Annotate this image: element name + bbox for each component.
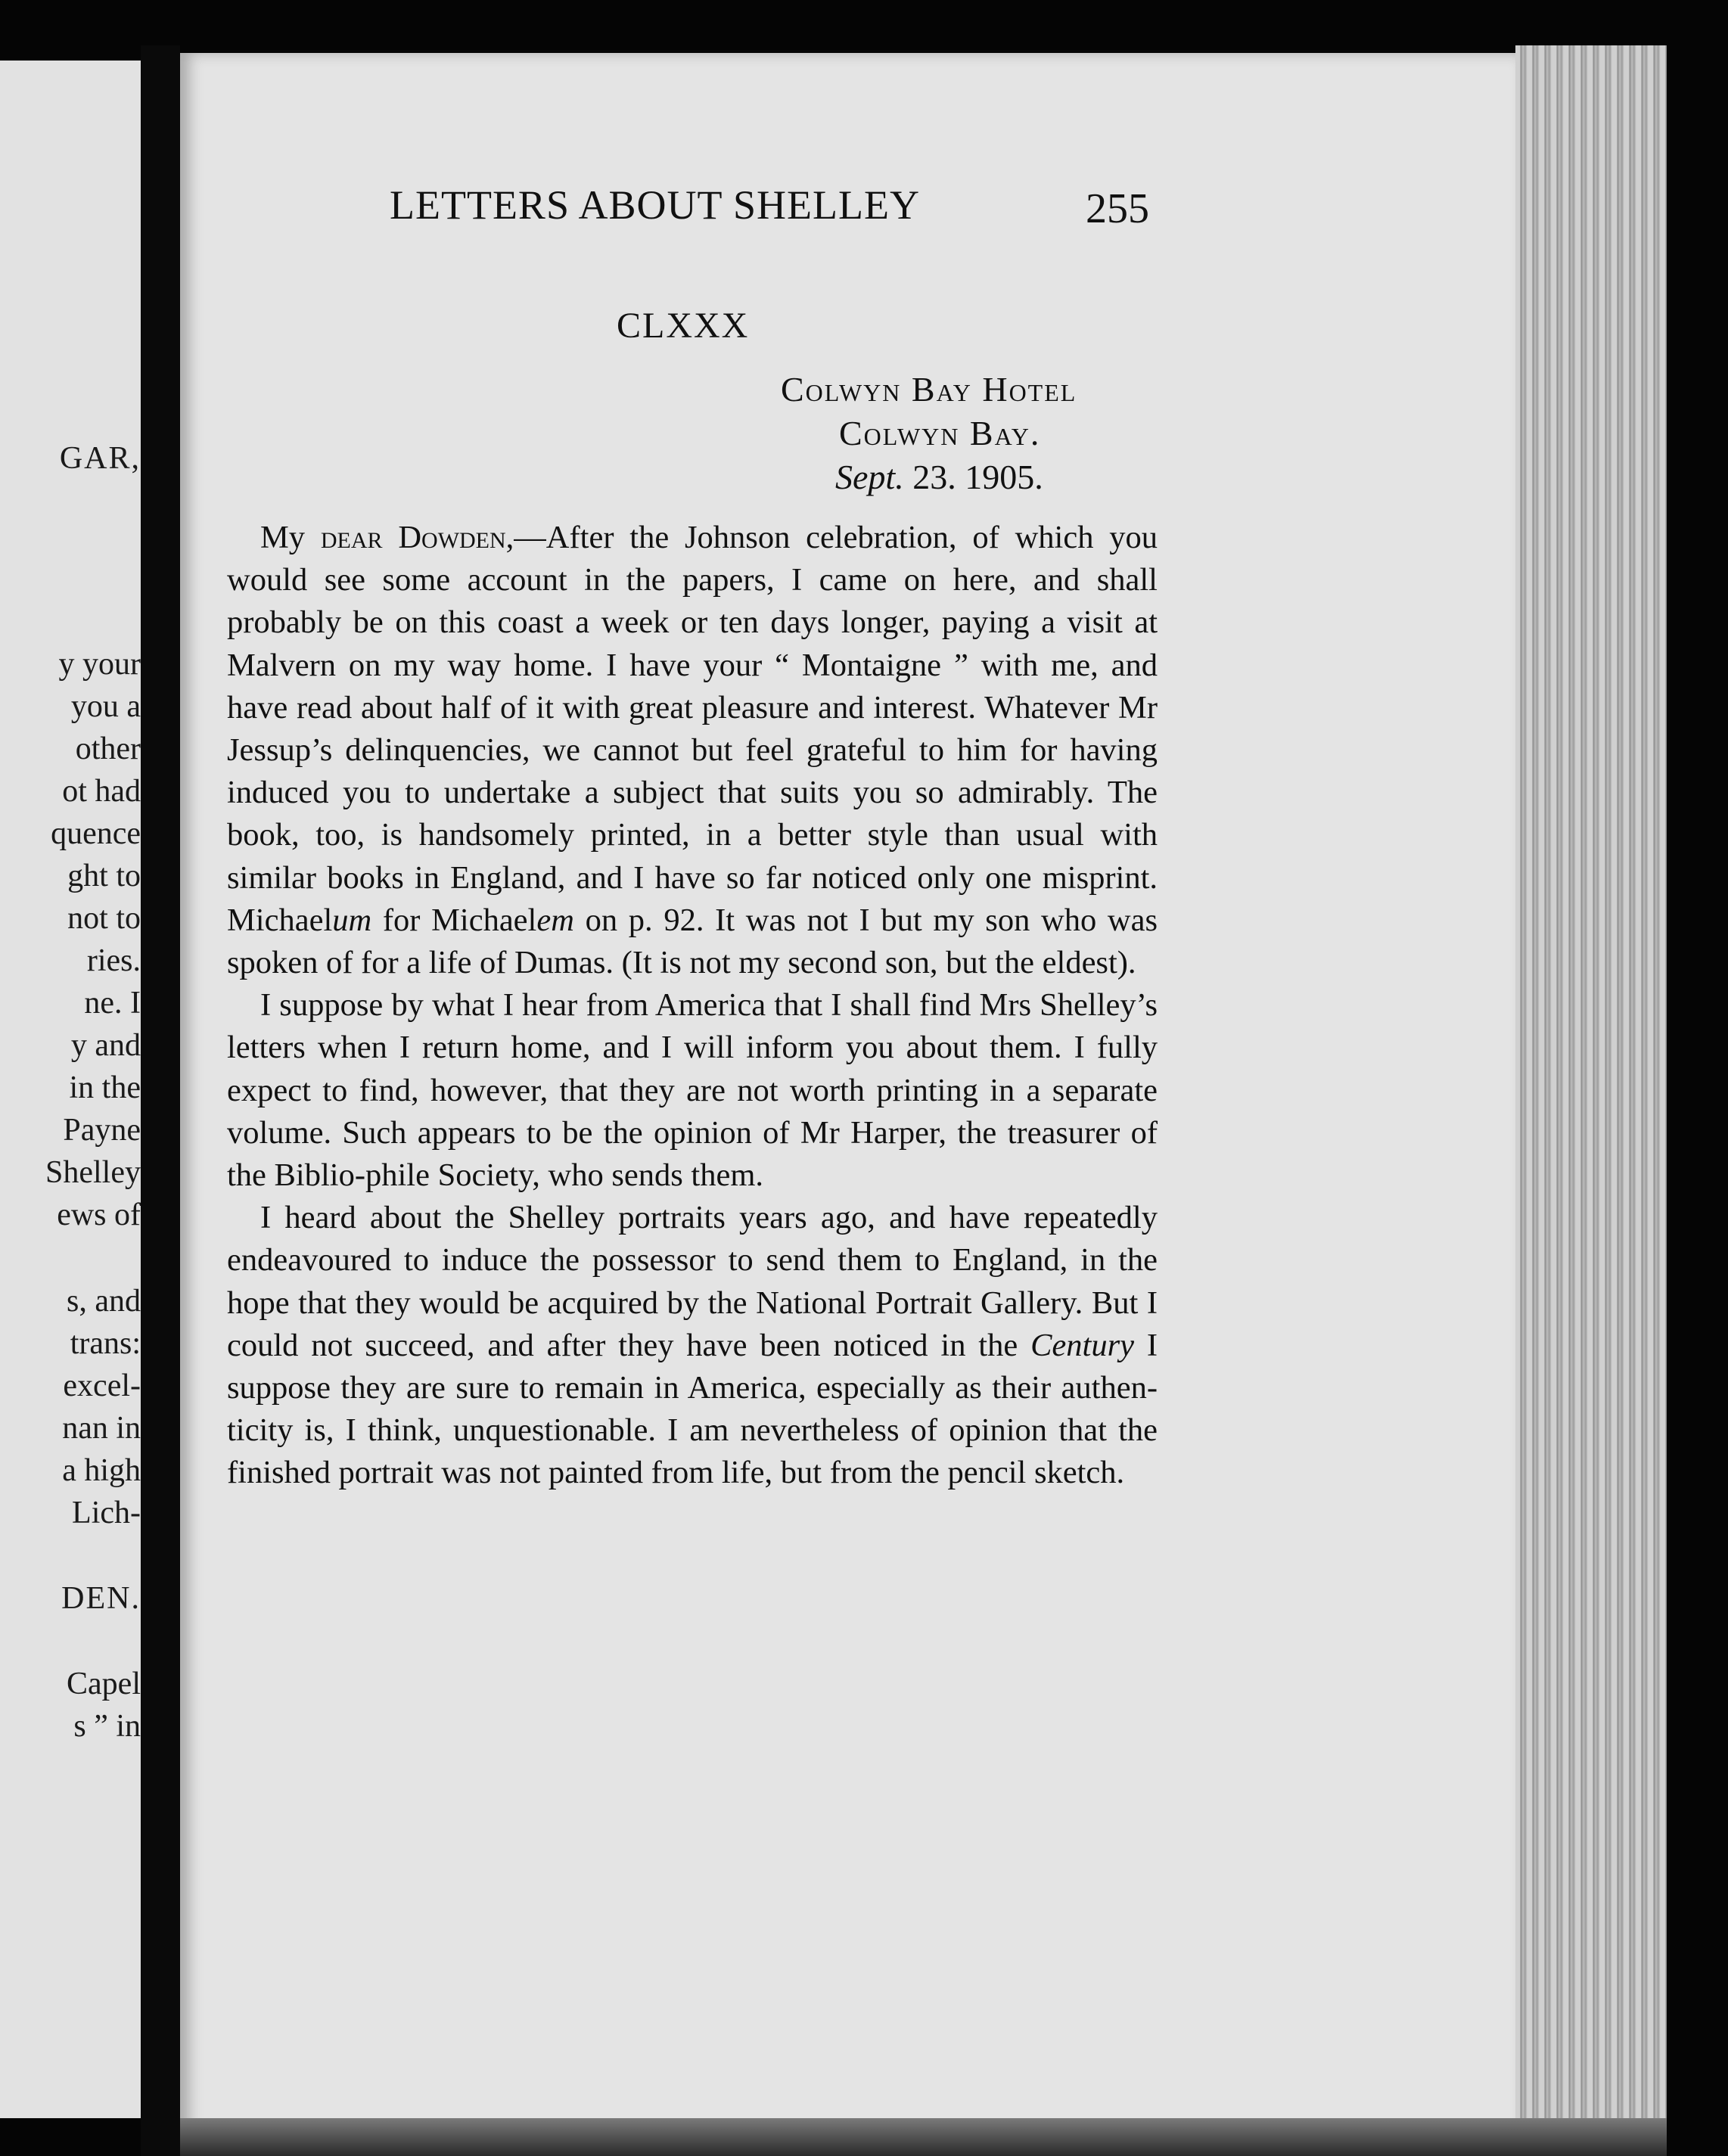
- letter-number: CLXXX: [617, 306, 750, 346]
- scan-border: [1667, 0, 1728, 2156]
- previous-page-line: ews of: [57, 1198, 141, 1232]
- previous-page-line: Payne: [63, 1113, 141, 1148]
- previous-page-line: GAR,: [59, 441, 141, 476]
- previous-page-line: nan in: [62, 1411, 141, 1446]
- paragraph-3: [227, 1197, 1158, 1494]
- previous-page-line: Shelley: [45, 1155, 141, 1190]
- address-line-hotel: Colwyn Bay Hotel: [781, 370, 1077, 409]
- previous-page-line: s, and: [67, 1284, 141, 1319]
- previous-page-line: Capel: [67, 1667, 141, 1701]
- previous-page-line: Lich-: [72, 1496, 141, 1530]
- date-month: Sept.: [835, 458, 904, 496]
- paragraph-3-text-b: I suppose they are sure to remain in America, especially as their authen-ticity is, I think, unquestionable. I am nevertheless of opinion that the finished portrait was not painted from life, but from the pencil sketch.: [227, 1327, 1158, 1491]
- page-number: 255: [1086, 185, 1149, 232]
- salutation-name: Dowden,: [398, 520, 514, 555]
- previous-page-line: ne. I: [84, 986, 141, 1021]
- previous-page-fragment: [0, 61, 142, 2118]
- running-head: LETTERS ABOUT SHELLEY: [390, 182, 920, 228]
- paragraph-3-text-a: I heard about the Shelley portraits years ago, and have repeatedly endeavoured to induce the possessor to send them to England, in the hope that they would be acquired by the National Portrait Gallery. But I could not succeed, and after they have been noticed in the: [227, 1200, 1158, 1363]
- previous-page-line: ght to: [67, 859, 141, 893]
- italic-em: em: [536, 902, 574, 938]
- previous-page-line: a high: [62, 1453, 141, 1488]
- letter-date: [835, 457, 1043, 497]
- previous-page-line: y and: [70, 1028, 141, 1063]
- letter-body: [227, 517, 1158, 1495]
- previous-page-line: other: [75, 732, 141, 766]
- salutation-my: My: [260, 520, 321, 555]
- italic-century: Century: [1030, 1327, 1134, 1363]
- page-edges: [1515, 45, 1667, 2156]
- previous-page-line: not to: [67, 901, 141, 936]
- previous-page-line: quence: [51, 816, 141, 851]
- paragraph-1-text-b: for Michael: [371, 902, 537, 938]
- paragraph-1: [227, 517, 1158, 984]
- previous-page-line: DEN.: [61, 1581, 141, 1616]
- page-bottom-edge: [180, 2118, 1667, 2156]
- italic-um: um: [332, 902, 372, 938]
- salutation-dear: dear: [320, 520, 399, 555]
- previous-page-line: s ” in: [73, 1709, 141, 1744]
- previous-page-line: y your: [58, 647, 141, 682]
- previous-page-line: ot had: [62, 774, 141, 809]
- date-day-year: 23. 1905.: [903, 458, 1043, 496]
- previous-page-line: you a: [70, 689, 141, 724]
- paragraph-1-text-c: on p. 92. It was not I but my son who was spoken of for a life of Dumas. (It is not my second son, but the eldest).: [227, 902, 1158, 981]
- previous-page-line: trans:: [70, 1326, 141, 1361]
- previous-page-line: ries.: [86, 943, 141, 978]
- paragraph-2: I suppose by what I hear from America that I shall find Mrs Shelley’s letters when I return home, and I will inform you about them. I fully expect to find, however, that they are not worth printing in a separate volume. Such appears to be the opinion of Mr Harper, the treasurer of the Biblio-phile Society, who sends them.: [227, 987, 1158, 1194]
- address-line-town: Colwyn Bay.: [839, 414, 1041, 452]
- paragraph-1-text-a: —After the Johnson celebration, of which you would see some account in the papers, I came on here, and shall probably be on this coast a week or ten days longer, paying a visit at Malvern on my way home. I have your “ Montaigne ” with me, and have read about half of it with great pleasure and interest. Whatever Mr Jessup’s delinquencies, we cannot but feel grateful to him for having induced you to undertake a subject that suits you so admirably. The book, too, is handsomely printed, in a better style than usual with similar books in England, and I have so far noticed only one misprint. Michael: [227, 520, 1158, 938]
- previous-page-line: excel-: [63, 1368, 141, 1403]
- previous-page-line: in the: [69, 1070, 141, 1105]
- book-gutter: [141, 45, 180, 2156]
